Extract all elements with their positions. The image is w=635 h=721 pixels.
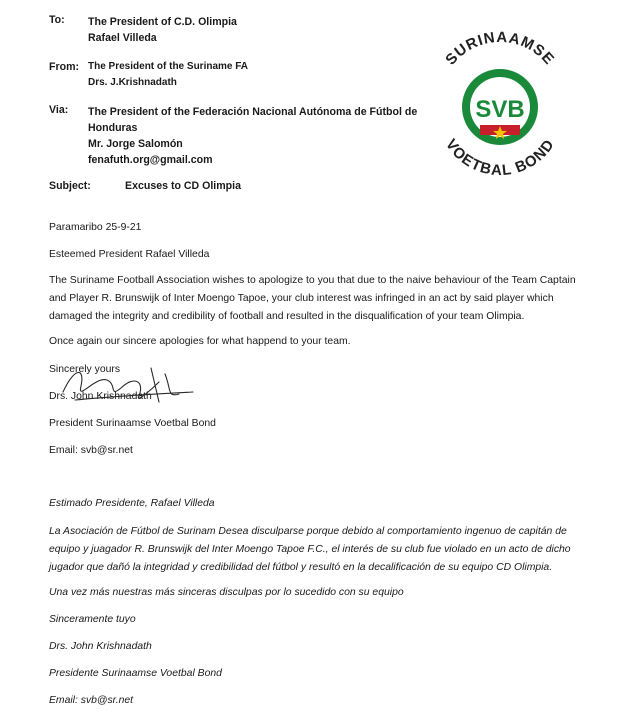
apology-en: Once again our sincere apologies for what happend to your team. bbox=[49, 336, 351, 347]
via-label: Via: bbox=[49, 104, 69, 116]
email-es: Email: svb@sr.net bbox=[49, 695, 134, 706]
body-en: The Suriname Football Association wishes to apologize to you that due to the naive behaviour of the Team Captain and Player R. Brunswijk of Inter Moengo Tapoe, your club interest was infringed in an act by said player which damaged the integrity and credibility of football and resulted in the disqualification of your team Olimpia. bbox=[49, 275, 576, 322]
from-line: The President of the Suriname FA bbox=[88, 61, 249, 72]
email-en: Email: svb@sr.net bbox=[49, 445, 133, 456]
signer-name-en: Drs. John Krishnadath bbox=[49, 391, 152, 402]
via-line: The President of the Federación Nacional Autónoma de Fútbol de bbox=[88, 106, 418, 118]
apology-es: Una vez más nuestras más sinceras disculpas por lo sucedido con su equipo bbox=[49, 587, 404, 598]
via-line: Honduras bbox=[88, 122, 138, 134]
salutation-en: Esteemed President Rafael Villeda bbox=[49, 249, 210, 260]
closing-es: Sinceramente tuyo bbox=[49, 614, 136, 625]
signature bbox=[55, 358, 195, 410]
to-value bbox=[88, 14, 237, 46]
to-label: To: bbox=[49, 14, 65, 26]
place-date: Paramaribo 25-9-21 bbox=[49, 222, 142, 233]
via-line: Mr. Jorge Salomón bbox=[88, 138, 183, 150]
signer-title-es: Presidente Surinaamse Voetbal Bond bbox=[49, 668, 222, 679]
via-line: fenafuth.org@gmail.com bbox=[88, 154, 213, 166]
from-label: From: bbox=[49, 61, 80, 73]
via-value bbox=[88, 104, 417, 168]
closing-en: Sincerely yours bbox=[49, 364, 121, 375]
from-value bbox=[88, 59, 248, 91]
signer-title-en: President Surinaamse Voetbal Bond bbox=[49, 418, 216, 429]
subject-value: Excuses to CD Olimpia bbox=[125, 180, 241, 192]
body-es: La Asociación de Fútbol de Surinam Desea disculparse porque debido al comportamiento ingenuo de capitán de equipo y juagador R. Brunswijk del Inter Moengo Tapoe F.C., el interés de su club fue violado en un acto de dicho jugador que dañó la integridad y credibilidad del fútbol y resultó en la decalificación de su equipo CD Olimpia. bbox=[49, 526, 571, 573]
from-line: Drs. J.Krishnadath bbox=[88, 77, 177, 88]
svb-logo bbox=[425, 30, 575, 190]
subject-label: Subject: bbox=[49, 180, 91, 192]
signer-name-es: Drs. John Krishnadath bbox=[49, 641, 152, 652]
salutation-es: Estimado Presidente, Rafael Villeda bbox=[49, 498, 215, 509]
logo-top-text: SURINAAMSE bbox=[442, 30, 558, 69]
to-line: The President of C.D. Olimpia bbox=[88, 16, 237, 28]
to-line: Rafael Villeda bbox=[88, 32, 157, 44]
logo-bottom-text: VOETBAL BOND bbox=[441, 136, 559, 180]
logo-monogram: SVB bbox=[475, 96, 525, 123]
